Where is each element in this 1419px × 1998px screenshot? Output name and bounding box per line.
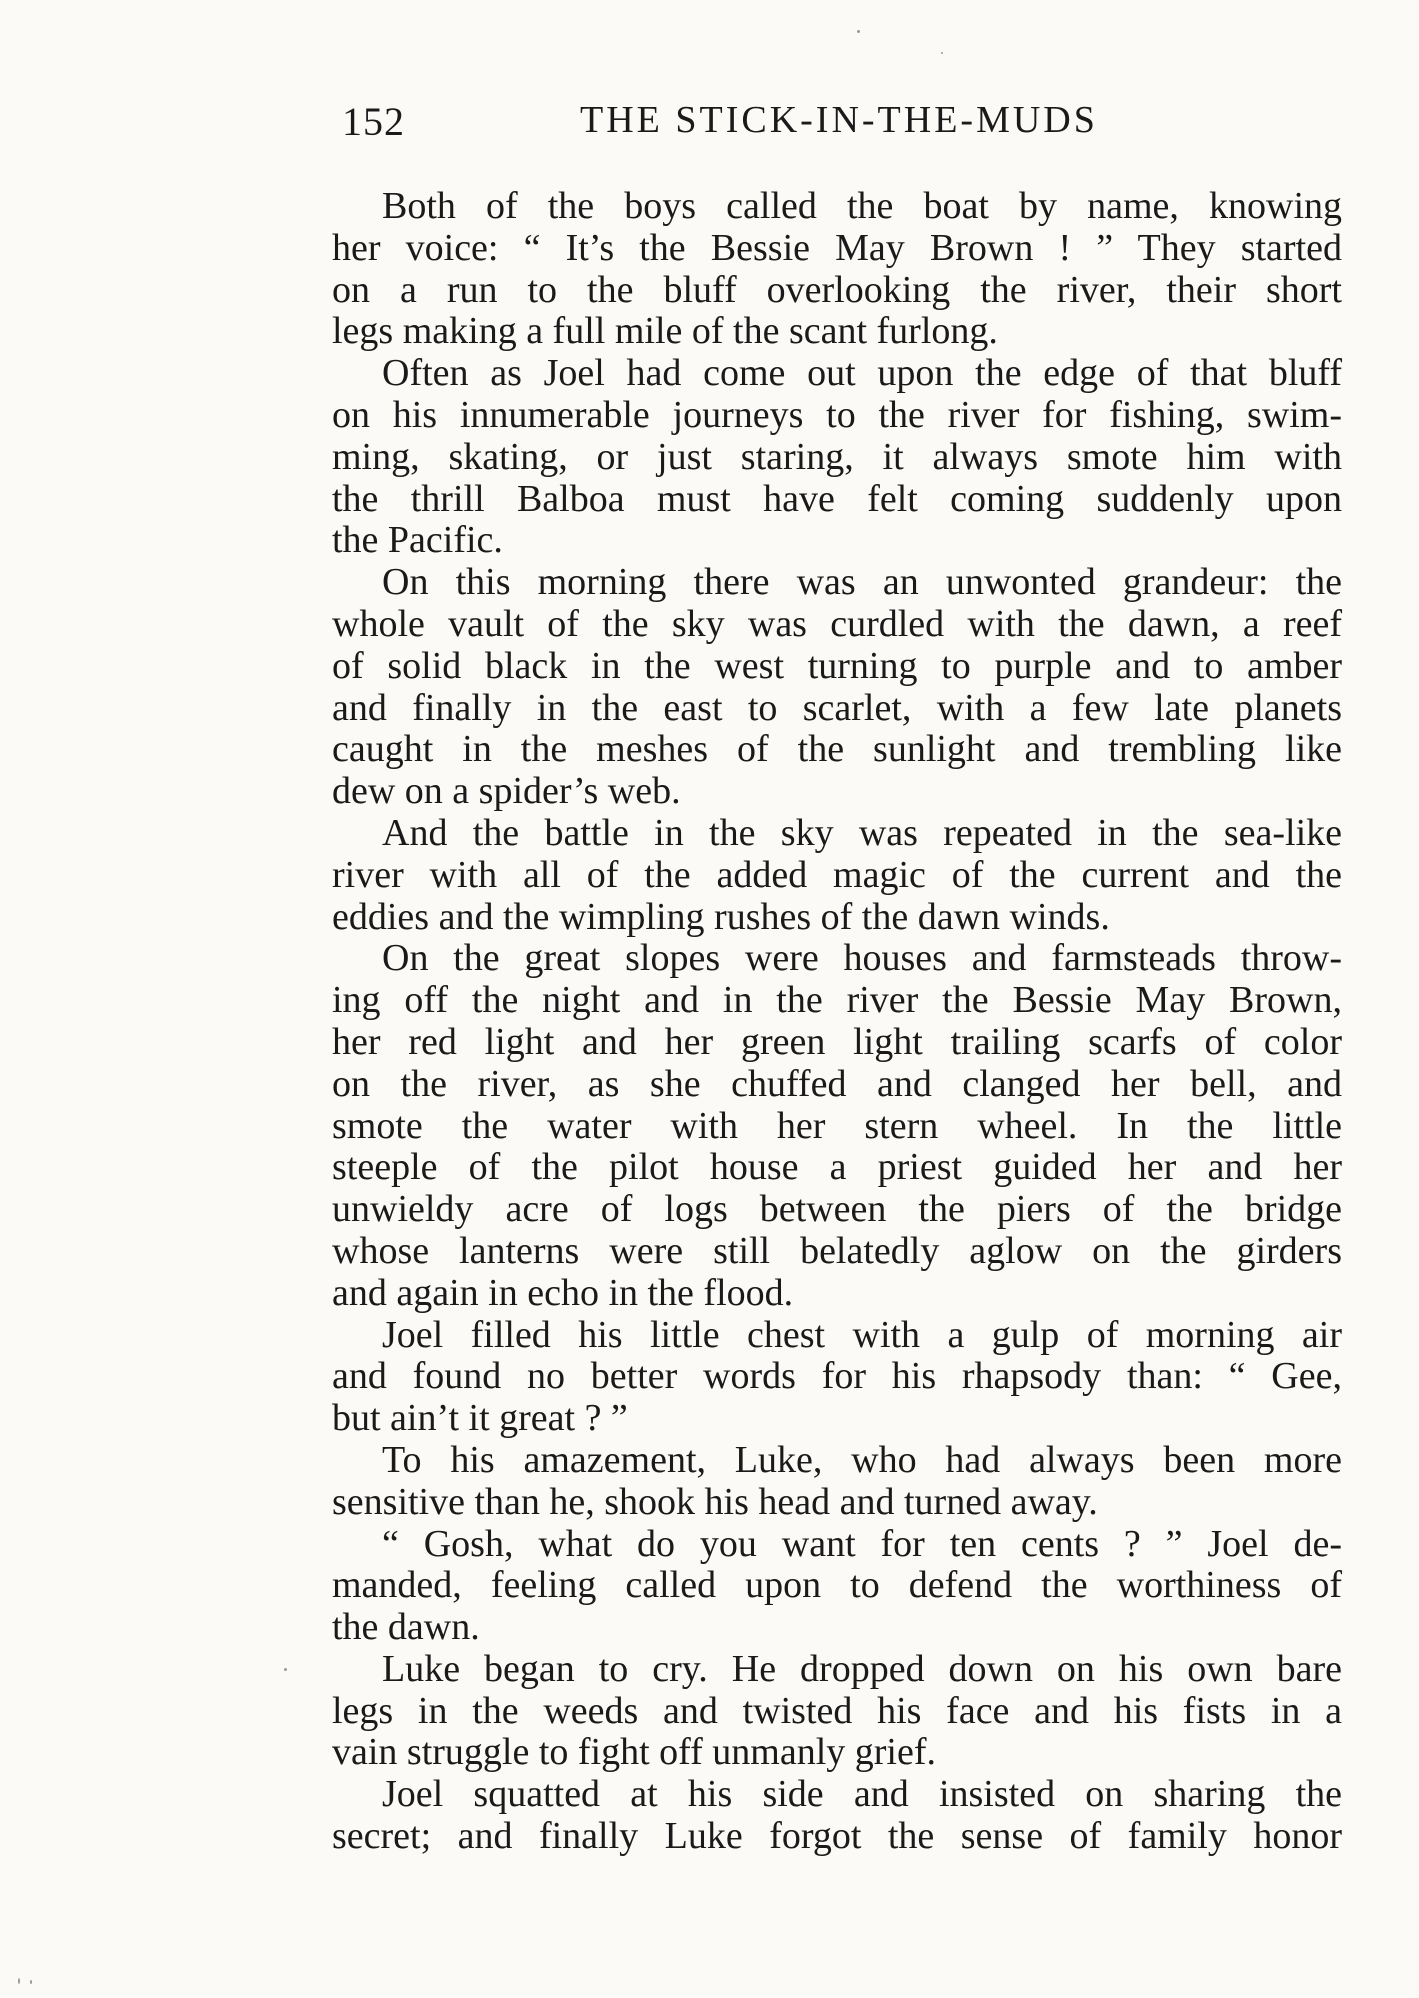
paragraph — [332, 1440, 1342, 1524]
paragraph — [332, 1315, 1342, 1440]
text-line: vain struggle to fight off unmanly grief. — [332, 1731, 937, 1774]
text-line: on his innumerable journeys to the river for fishing, swim- — [332, 393, 1342, 436]
text-line: On the great slopes were houses and farmsteads throw- — [382, 937, 1342, 980]
text-line: whole vault of the sky was curdled with the dawn, a reef — [332, 602, 1342, 645]
paragraph — [332, 938, 1342, 1314]
text-line: the dawn. — [332, 1606, 480, 1649]
text-line: the Pacific. — [332, 519, 503, 562]
paragraph — [332, 1524, 1342, 1649]
text-line: on a run to the bluff overlooking the river, their short — [332, 268, 1342, 311]
paragraph — [332, 353, 1342, 562]
text-line: secret; and finally Luke forgot the sense of family honor — [332, 1815, 1342, 1858]
text-line: eddies and the wimpling rushes of the dawn winds. — [332, 895, 1110, 938]
text-line: legs in the weeds and twisted his face and his fists in a — [332, 1689, 1342, 1732]
running-title: THE STICK-IN-THE-MUDS — [580, 99, 1098, 141]
paper-speck — [857, 30, 860, 33]
text-line: Luke began to cry. He dropped down on his own bare — [382, 1647, 1342, 1690]
text-line: ing off the night and in the river the Bessie May Brown, — [332, 979, 1342, 1022]
text-line: unwieldy acre of logs between the piers of the bridge — [332, 1188, 1342, 1231]
paper-speck — [941, 52, 943, 54]
text-line: manded, feeling called upon to defend the worthiness of — [332, 1564, 1342, 1607]
text-line: and finally in the east to scarlet, with a few late planets — [332, 686, 1342, 729]
text-line: her red light and her green light trailing scarfs of color — [332, 1020, 1342, 1063]
paragraph — [332, 1774, 1342, 1858]
paper-speck — [284, 1668, 287, 1671]
text-line: Joel squatted at his side and insisted on sharing the — [382, 1773, 1342, 1816]
text-line: “ Gosh, what do you want for ten cents ? ” Joel de- — [382, 1522, 1342, 1565]
text-line: On this morning there was an unwonted grandeur: the — [382, 561, 1342, 604]
text-line: river with all of the added magic of the current and the — [332, 853, 1342, 896]
text-line: on the river, as she chuffed and clanged her bell, and — [332, 1062, 1342, 1105]
paragraph — [332, 562, 1342, 813]
running-header — [342, 98, 1352, 158]
paper-speck — [18, 1978, 20, 1984]
text-line: legs making a full mile of the scant furlong. — [332, 310, 998, 353]
text-line: Often as Joel had come out upon the edge of that bluff — [382, 352, 1342, 395]
paper-speck — [30, 1980, 32, 1984]
paragraph — [332, 1649, 1342, 1774]
body-text — [332, 186, 1342, 1858]
text-line: and found no better words for his rhapsody than: “ Gee, — [332, 1355, 1342, 1398]
text-line: and again in echo in the flood. — [332, 1271, 794, 1314]
text-line: Joel filled his little chest with a gulp of morning air — [382, 1313, 1342, 1356]
text-line: her voice: “ It’s the Bessie May Brown ! ” They started — [332, 226, 1342, 269]
text-line: but ain’t it great ? ” — [332, 1397, 628, 1440]
text-line: smote the water with her stern wheel. In the little — [332, 1104, 1342, 1147]
text-line: To his amazement, Luke, who had always been more — [382, 1438, 1342, 1481]
text-line: Both of the boys called the boat by name, knowing — [382, 185, 1342, 227]
text-line: the thrill Balboa must have felt coming suddenly upon — [332, 477, 1342, 520]
text-line: whose lanterns were still belatedly aglow on the girders — [332, 1229, 1342, 1272]
text-line: sensitive than he, shook his head and turned away. — [332, 1480, 1098, 1523]
text-line: steeple of the pilot house a priest guided her and her — [332, 1146, 1342, 1189]
text-line: And the battle in the sky was repeated in the sea-like — [382, 811, 1342, 854]
page-number: 152 — [342, 99, 405, 144]
text-line: caught in the meshes of the sunlight and trembling like — [332, 728, 1342, 771]
text-line: of solid black in the west turning to purple and to amber — [332, 644, 1342, 687]
text-line: ming, skating, or just staring, it always smote him with — [332, 435, 1342, 478]
paragraph — [332, 186, 1342, 353]
paragraph — [332, 813, 1342, 938]
text-line: dew on a spider’s web. — [332, 770, 681, 813]
